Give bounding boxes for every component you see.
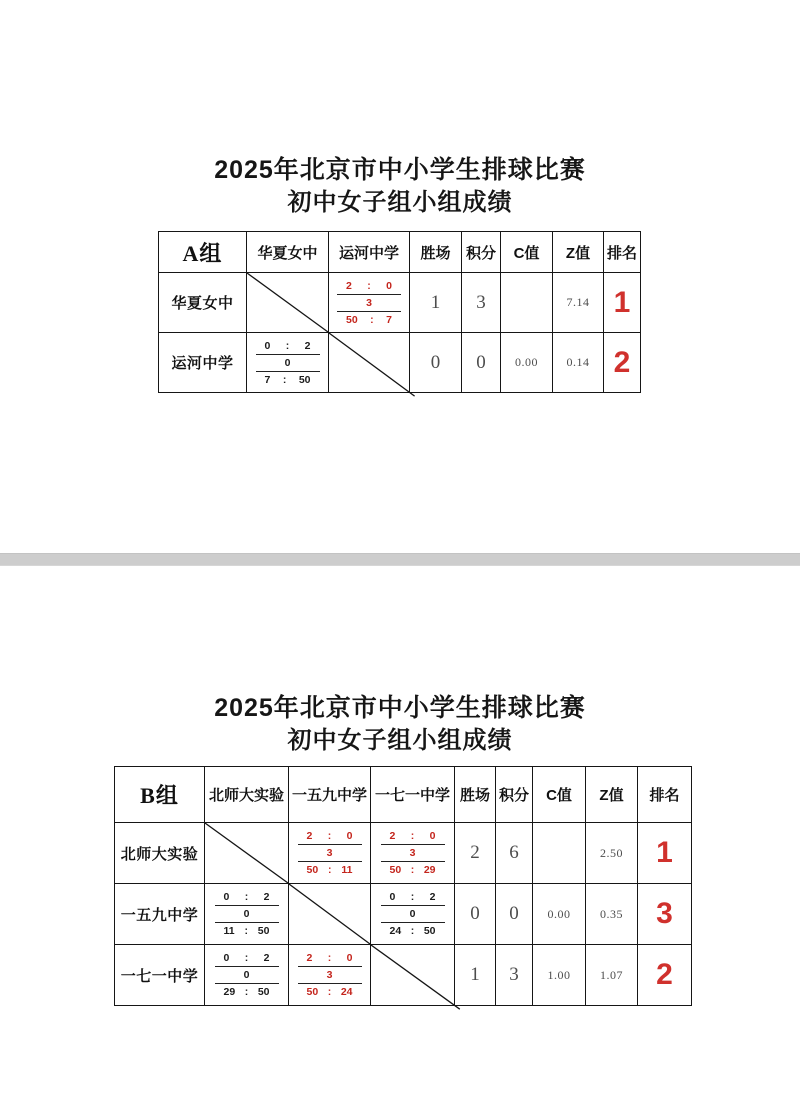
match-points: 3: [326, 969, 333, 981]
rank-cell: 1: [604, 273, 641, 333]
match-points: 3: [366, 296, 372, 309]
total-points-score: 50 : 24: [306, 986, 353, 998]
column-header-wins: 胜场: [455, 767, 496, 823]
column-header-team2: 运河中学: [329, 232, 410, 273]
match-points: 0: [243, 969, 250, 981]
wins-cell: 0: [455, 884, 496, 945]
wins-cell: 0: [410, 333, 462, 393]
score-rule: [381, 844, 445, 845]
match-points: 0: [284, 356, 291, 369]
score-rule: [298, 966, 362, 967]
points-cell: 3: [462, 273, 501, 333]
rank-cell: 2: [638, 945, 692, 1006]
points-cell: 0: [496, 884, 533, 945]
z-value-cell: 0.35: [586, 884, 638, 945]
diagonal-self-cell: [289, 884, 371, 945]
team-name-cell: 北师大实验: [115, 823, 205, 884]
score-rule: [337, 294, 401, 295]
group-b-results-table-wrap: [114, 766, 692, 1006]
total-points-score: 50 : 11: [306, 864, 353, 876]
column-header-rank: 排名: [638, 767, 692, 823]
score-rule: [256, 354, 320, 355]
match-score-cell: [205, 884, 289, 945]
c-value-cell: 1.00: [533, 945, 586, 1006]
score-rule: [215, 922, 279, 923]
group-b-results-table: [114, 766, 692, 1006]
table-row: [115, 823, 692, 884]
score-rule: [381, 861, 445, 862]
diagonal-self-cell: [329, 333, 410, 393]
score-rule: [298, 861, 362, 862]
column-header-wins: 胜场: [410, 232, 462, 273]
diagonal-self-cell: [247, 273, 329, 333]
column-header-team3: 一七一中学: [371, 767, 455, 823]
match-score: [381, 891, 445, 937]
wins-cell: 2: [455, 823, 496, 884]
points-cell: 0: [462, 333, 501, 393]
score-rule: [215, 905, 279, 906]
group-label-header: A组: [159, 232, 247, 273]
total-points-score: 29 : 50: [223, 986, 270, 998]
diagonal-line: [289, 884, 370, 944]
wins-cell: 1: [455, 945, 496, 1006]
diagonal-self-cell: [371, 945, 455, 1006]
match-points: 0: [243, 908, 250, 920]
page2-title-block: [0, 692, 800, 756]
match-score-cell: [371, 823, 455, 884]
match-score: [298, 952, 362, 998]
tournament-title: 2025年北京市中小学生排球比赛: [214, 156, 586, 184]
score-rule: [215, 966, 279, 967]
column-header-c-value: C值: [533, 767, 586, 823]
table-row: [115, 884, 692, 945]
diagonal-line: [371, 945, 454, 1005]
table-row: [159, 333, 641, 393]
z-value-cell: 0.14: [553, 333, 604, 393]
total-points-score: 24 : 50: [389, 925, 436, 937]
match-points: 0: [409, 908, 416, 920]
z-value-cell: 2.50: [586, 823, 638, 884]
set-score: 0 : 2: [223, 891, 270, 903]
tournament-subtitle: 初中女子组小组成绩: [287, 727, 513, 754]
score-rule: [256, 371, 320, 372]
column-header-rank: 排名: [604, 232, 641, 273]
match-points: 3: [409, 847, 416, 859]
score-rule: [298, 844, 362, 845]
match-score: [381, 830, 445, 876]
set-score: 2 : 0: [389, 830, 436, 842]
column-header-z-value: Z值: [586, 767, 638, 823]
table-row: [115, 945, 692, 1006]
match-score-cell: [205, 945, 289, 1006]
set-score: 2 : 0: [306, 952, 353, 964]
rank-cell: 2: [604, 333, 641, 393]
c-value-cell: [533, 823, 586, 884]
set-score: 0 : 2: [389, 891, 436, 903]
team-name-cell: 华夏女中: [159, 273, 247, 333]
score-rule: [381, 922, 445, 923]
column-header-team2: 一五九中学: [289, 767, 371, 823]
match-score: [215, 952, 279, 998]
team-name-cell: 运河中学: [159, 333, 247, 393]
points-cell: 3: [496, 945, 533, 1006]
diagonal-line: [205, 823, 288, 883]
match-score-cell: [289, 823, 371, 884]
column-header-team1: 北师大实验: [205, 767, 289, 823]
set-score: 0 : 2: [264, 339, 311, 352]
column-header-z-value: Z值: [553, 232, 604, 273]
z-value-cell: 7.14: [553, 273, 604, 333]
rank-cell: 1: [638, 823, 692, 884]
match-score: [256, 340, 320, 386]
diagonal-self-cell: [205, 823, 289, 884]
score-rule: [337, 311, 401, 312]
total-points-score: 50 : 7: [346, 313, 392, 326]
score-rule: [215, 983, 279, 984]
table-row: [159, 273, 641, 333]
match-score: [298, 830, 362, 876]
tournament-subtitle: 初中女子组小组成绩: [287, 189, 513, 216]
total-points-score: 50 : 29: [389, 864, 436, 876]
group-a-results-table-wrap: [158, 231, 641, 393]
column-header-points: 积分: [462, 232, 501, 273]
score-rule: [381, 905, 445, 906]
set-score: 2 : 0: [346, 279, 392, 292]
column-header-points: 积分: [496, 767, 533, 823]
table-header-row: [159, 232, 641, 273]
total-points-score: 11 : 50: [223, 925, 270, 937]
team-name-cell: 一七一中学: [115, 945, 205, 1006]
group-a-results-table: [158, 231, 641, 393]
match-score-cell: [247, 333, 329, 393]
page-gap-divider: [0, 553, 800, 566]
match-score-cell: [371, 884, 455, 945]
page1-title-block: [0, 154, 800, 218]
match-score: [337, 280, 401, 326]
column-header-c-value: C值: [501, 232, 553, 273]
points-cell: 6: [496, 823, 533, 884]
score-rule: [298, 983, 362, 984]
c-value-cell: [501, 273, 553, 333]
z-value-cell: 1.07: [586, 945, 638, 1006]
set-score: 2 : 0: [306, 830, 353, 842]
wins-cell: 1: [410, 273, 462, 333]
match-score-cell: [329, 273, 410, 333]
total-points-score: 7 : 50: [264, 373, 311, 386]
set-score: 0 : 2: [223, 952, 270, 964]
tournament-title: 2025年北京市中小学生排球比赛: [214, 694, 586, 722]
table-header-row: [115, 767, 692, 823]
c-value-cell: 0.00: [501, 333, 553, 393]
match-points: 3: [326, 847, 333, 859]
diagonal-line: [329, 333, 409, 392]
team-name-cell: 一五九中学: [115, 884, 205, 945]
c-value-cell: 0.00: [533, 884, 586, 945]
match-score: [215, 891, 279, 937]
column-header-team1: 华夏女中: [247, 232, 329, 273]
rank-cell: 3: [638, 884, 692, 945]
group-label-header: B组: [115, 767, 205, 823]
match-score-cell: [289, 945, 371, 1006]
diagonal-line: [247, 273, 328, 332]
